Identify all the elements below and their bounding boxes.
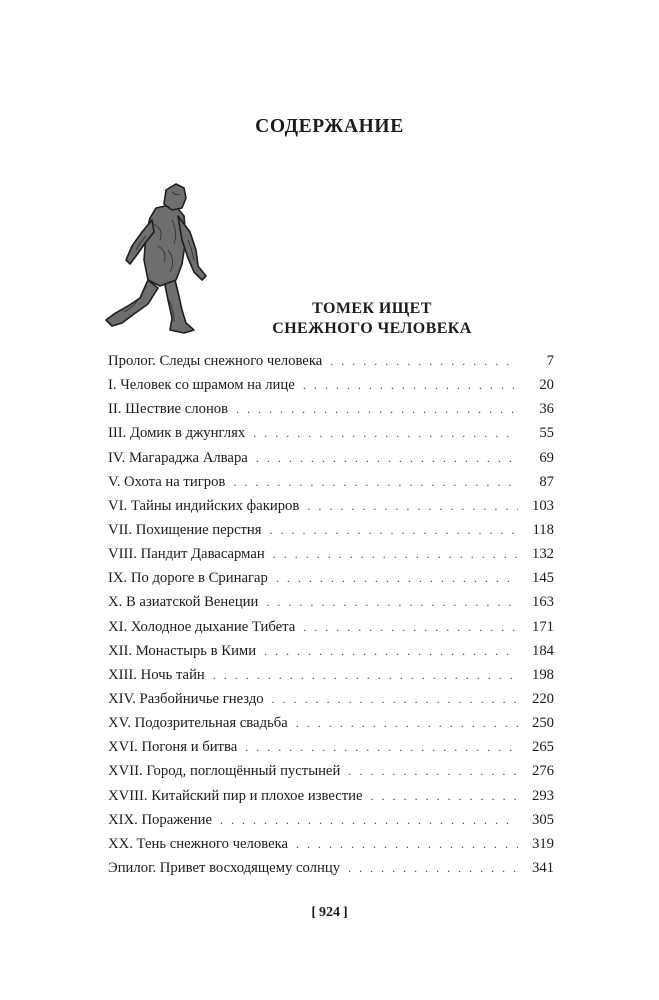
toc-entry-page: 118 (532, 521, 554, 538)
yeti-illustration-icon (98, 180, 216, 340)
toc-dot-leader (233, 475, 518, 490)
toc-entry[interactable] (108, 788, 554, 812)
toc-entry-title: XX. Тень снежного человека (108, 835, 289, 852)
toc-entry-title: XIII. Ночь тайн (108, 666, 205, 683)
toc-dot-leader (272, 692, 518, 707)
page-title: СОДЕРЖАНИЕ (255, 116, 404, 137)
toc-entry[interactable] (108, 667, 554, 691)
toc-dot-leader (273, 547, 518, 562)
toc-entry-title: IX. По дороге в Сринагар (108, 570, 268, 587)
toc-entry[interactable] (108, 450, 554, 474)
toc-entry-page: 36 (539, 401, 554, 418)
toc-entry-title: III. Домик в джунглях (108, 425, 246, 442)
toc-entry[interactable] (108, 836, 554, 860)
toc-entry-title: II. Шествие слонов (108, 401, 229, 418)
toc-entry[interactable] (108, 570, 554, 594)
toc-entry-title: V. Охота на тигров (108, 473, 226, 490)
toc-entry-page: 20 (539, 377, 554, 394)
toc-entry[interactable] (108, 739, 554, 763)
toc-entry-page: 319 (531, 835, 554, 852)
toc-entry-title: X. В азиатской Венеции (108, 594, 259, 611)
book-title-line-1: ТОМЕК ИЩЕТ (312, 300, 432, 317)
toc-entry-page: 184 (531, 642, 554, 659)
toc-entry-page: 87 (539, 473, 554, 490)
toc-entry-page: 132 (531, 546, 554, 563)
toc-entry[interactable] (108, 546, 554, 570)
table-of-contents (108, 353, 554, 884)
toc-entry-page: 293 (531, 787, 554, 804)
toc-entry[interactable] (108, 812, 554, 836)
toc-entry[interactable] (108, 425, 554, 449)
toc-dot-leader (330, 354, 518, 369)
toc-entry[interactable] (108, 377, 554, 401)
toc-entry-title: VII. Похищение перстня (108, 521, 262, 538)
toc-entry-title: XII. Монастырь в Кими (108, 642, 257, 659)
page-number (0, 905, 659, 921)
toc-entry-title: I. Человек со шрамом на лице (108, 377, 295, 394)
toc-dot-leader (270, 523, 518, 538)
toc-entry-title: VIII. Пандит Давасарман (108, 546, 265, 563)
book-title (222, 299, 522, 339)
toc-entry-page: 163 (531, 594, 554, 611)
toc-entry-title: XVI. Погоня и битва (108, 739, 238, 756)
toc-dot-leader (213, 668, 518, 683)
toc-entry-title: XIX. Поражение (108, 811, 212, 828)
toc-entry-page: 250 (531, 715, 554, 732)
toc-entry-page: 171 (531, 618, 554, 635)
toc-entry[interactable] (108, 353, 554, 377)
toc-entry[interactable] (108, 860, 554, 884)
toc-dot-leader (276, 571, 518, 586)
toc-entry-title: IV. Магараджа Алвара (108, 449, 248, 466)
toc-dot-leader (264, 644, 518, 659)
toc-entry-page: 341 (531, 859, 554, 876)
toc-entry-title: XV. Подозрительная свадьба (108, 715, 288, 732)
toc-entry-title: XI. Холодное дыхание Тибета (108, 618, 296, 635)
toc-dot-leader (236, 402, 518, 417)
toc-entry-title: VI. Тайны индийских факиров (108, 497, 300, 514)
toc-entry[interactable] (108, 691, 554, 715)
toc-dot-leader (253, 426, 518, 441)
toc-dot-leader (307, 499, 518, 514)
toc-dot-leader (266, 595, 518, 610)
toc-entry[interactable] (108, 594, 554, 618)
page-number-close-bracket: ] (343, 905, 348, 920)
toc-entry[interactable] (108, 474, 554, 498)
toc-entry-page: 69 (539, 449, 554, 466)
toc-entry-page: 145 (531, 570, 554, 587)
toc-entry-page: 103 (531, 497, 554, 514)
toc-entry-title: XVII. Город, поглощённый пустыней (108, 763, 341, 780)
book-title-line-2: СНЕЖНОГО ЧЕЛОВЕКА (272, 320, 472, 337)
toc-entry-page: 55 (539, 425, 554, 442)
toc-entry[interactable] (108, 715, 554, 739)
toc-dot-leader (245, 740, 518, 755)
toc-entry-page: 265 (531, 739, 554, 756)
toc-entry[interactable] (108, 763, 554, 787)
toc-dot-leader (303, 620, 518, 635)
toc-dot-leader (348, 764, 518, 779)
toc-entry-page: 220 (531, 690, 554, 707)
toc-entry-title: Эпилог. Привет восходящему солнцу (108, 859, 341, 876)
page-number-open-bracket: [ (311, 905, 316, 920)
toc-entry-page: 198 (531, 666, 554, 683)
toc-dot-leader (303, 378, 518, 393)
toc-entry-title: XVIII. Китайский пир и плохое известие (108, 787, 363, 804)
toc-entry-page: 7 (546, 353, 554, 369)
toc-entry[interactable] (108, 643, 554, 667)
toc-entry[interactable] (108, 498, 554, 522)
toc-entry[interactable] (108, 522, 554, 546)
toc-entry-title: Пролог. Следы снежного человека (108, 353, 323, 369)
toc-dot-leader (348, 861, 518, 876)
toc-entry-title: XIV. Разбойничье гнездо (108, 690, 264, 707)
toc-dot-leader (256, 451, 518, 466)
toc-entry-page: 276 (531, 763, 554, 780)
toc-dot-leader (296, 716, 518, 731)
toc-dot-leader (220, 813, 518, 828)
toc-entry-page: 305 (531, 811, 554, 828)
toc-dot-leader (371, 789, 518, 804)
page-number-value: 924 (319, 905, 340, 920)
toc-dot-leader (296, 837, 518, 852)
toc-entry[interactable] (108, 619, 554, 643)
toc-entry[interactable] (108, 401, 554, 425)
